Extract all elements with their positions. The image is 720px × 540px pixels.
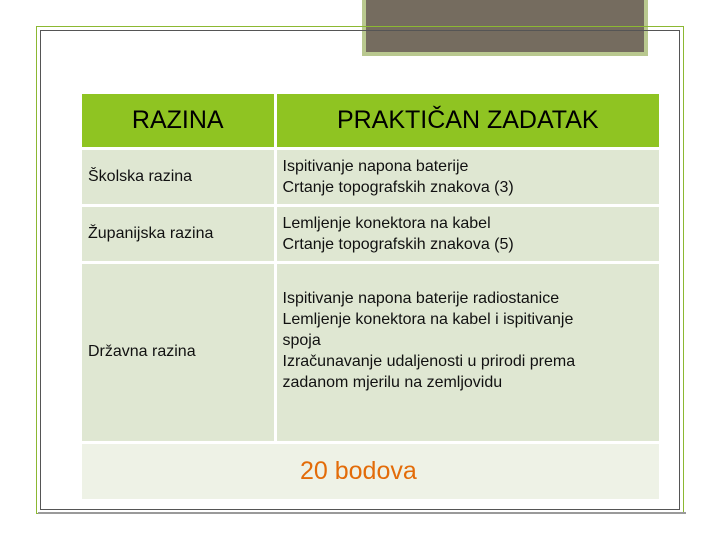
task-line: Crtanje topografskih znakova (5) [282,235,514,253]
tasks-cell [275,205,659,262]
task-line: Crtanje topografskih znakova (3) [282,178,514,196]
tasks-cell [275,262,659,442]
competition-levels-table [82,94,659,499]
table-row [82,262,659,442]
task-line: Lemljenje konektora na kabel [282,214,491,232]
table-row [82,148,659,205]
total-points-label: 20 bodova [300,456,417,485]
task-line: Ispitivanje napona baterije [282,157,469,175]
task-line: Lemljenje konektora na kabel i ispitivanje [282,310,574,328]
tasks-cell [275,148,659,205]
footer-cell [82,442,659,499]
table-footer-row [82,442,659,499]
table-row [82,205,659,262]
level-cell: Školska razina [82,148,275,205]
level-cell: Županijska razina [82,205,275,262]
level-cell: Državna razina [82,262,275,442]
task-line: Ispitivanje napona baterije radiostanice [282,289,560,307]
table-header-row [82,94,659,148]
task-line: zadanom mjerilu na zemljovidu [282,373,503,391]
task-line: spoja [282,331,321,349]
decorative-frame-shadow [38,512,686,514]
header-level: RAZINA [82,94,275,148]
header-practical-task: PRAKTIČAN ZADATAK [275,94,659,148]
task-line: Izračunavanje udaljenosti u prirodi prema [282,352,576,370]
